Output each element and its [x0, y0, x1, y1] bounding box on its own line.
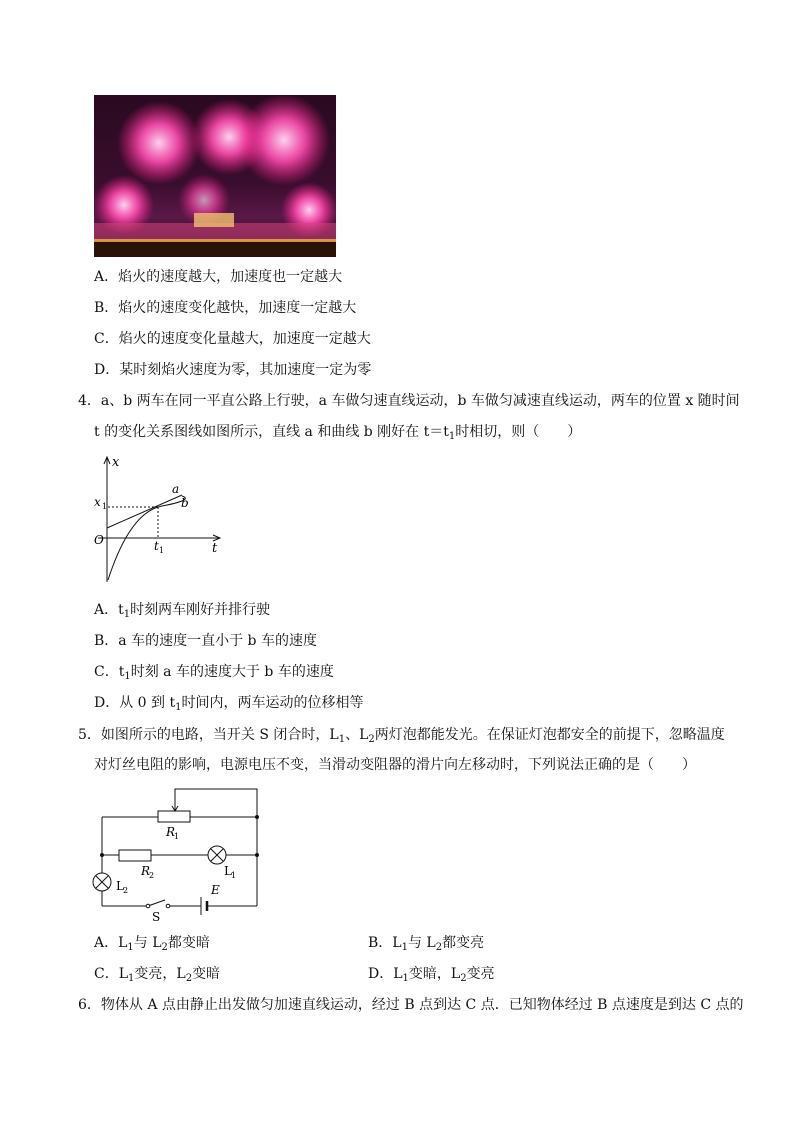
question-5-line-1: 5．如图所示的电路，当开关 S 闭合时，$L_1$、$L_2$两灯泡都能发光。在保证灯泡都安全的前提下，忽略温度	[78, 727, 725, 745]
q4-option-d: D．从 0 到 $t_1$时间内，两车运动的位移相等	[94, 695, 364, 713]
q5-option-d: D．$L_1$变暗，$L_2$变亮	[368, 966, 495, 984]
option-a: A．焰火的速度越大，加速度也一定越大	[94, 269, 343, 285]
svg-text:t: t	[154, 539, 159, 553]
svg-text:1: 1	[231, 871, 237, 880]
question-5-line-2: 对灯丝电阻的影响，电源电压不变，当滑动变阻器的滑片向左移动时，下列说法正确的是（ ）	[94, 757, 696, 773]
question-6-line-1: 6．物体从 A 点由静止出发做匀加速直线运动，经过 B 点到达 C 点．已知物体经过 B 点速度是到达 C 点的	[78, 997, 744, 1013]
q4-option-c: C．$t_1$时刻 a 车的速度大于 b 车的速度	[94, 664, 334, 682]
svg-text:1: 1	[102, 502, 108, 511]
svg-text:R: R	[166, 825, 176, 839]
option-d: D．某时刻焰火速度为零，其加速度一定为零	[94, 362, 372, 378]
option-b: B．焰火的速度变化越快，加速度一定越大	[94, 300, 357, 316]
q4-option-a: A．$t_1$时刻两车刚好并排行驶	[94, 602, 271, 620]
battery-label: E	[211, 883, 220, 897]
fireworks-photo	[94, 95, 336, 257]
q5-option-c: C．$L_1$变亮，$L_2$变暗	[94, 966, 221, 984]
position-time-graph	[94, 452, 234, 587]
option-c: C．焰火的速度变化量越大，加速度一定越大	[94, 331, 371, 347]
svg-text:2: 2	[123, 886, 129, 895]
q5-option-a: A．$L_1$与 $L_2$都变暗	[94, 935, 210, 953]
svg-text:R: R	[141, 864, 151, 878]
q4-option-b: B．a 车的速度一直小于 b 车的速度	[94, 633, 317, 649]
svg-text:1: 1	[174, 832, 180, 841]
svg-text:1: 1	[159, 546, 165, 555]
switch-label: S	[152, 910, 161, 922]
question-4-line-1: 4．a、b 两车在同一平直公路上行驶，a 车做匀速直线运动，b 车做匀减速直线运动，两车的位置 x 随时间	[78, 393, 740, 409]
curve-b-label: b	[181, 496, 189, 510]
svg-text:L: L	[224, 864, 232, 878]
line-a-label: a	[172, 482, 180, 496]
axis-label-x: x	[112, 455, 120, 470]
svg-text:2: 2	[149, 871, 155, 880]
axis-label-t: t	[212, 541, 218, 556]
circuit-diagram	[90, 787, 270, 922]
origin-label: O	[94, 533, 104, 547]
svg-text:x: x	[94, 495, 101, 509]
question-4-line-2: t 的变化关系图线如图所示，直线 a 和曲线 b 刚好在 $t=t_1$时相切，则（ ）	[94, 424, 582, 442]
svg-text:L: L	[116, 879, 124, 893]
q5-option-b: B．$L_1$与 $L_2$都变亮	[368, 935, 485, 953]
